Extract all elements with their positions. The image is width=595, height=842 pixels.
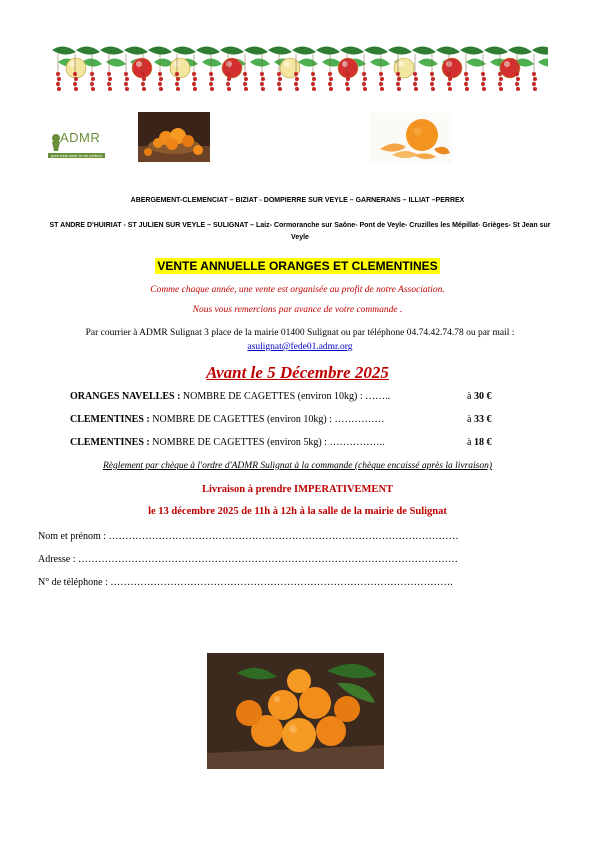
order-product: CLEMENTINES :: [70, 414, 150, 425]
order-detail: NOMBRE DE CAGETTES (environ 5kg) : ……………..: [149, 437, 385, 448]
holly-garland-image: [52, 44, 548, 92]
price-value: 18 €: [473, 437, 492, 448]
price-prefix: à: [467, 414, 474, 425]
page-title-text: VENTE ANNUELLE ORANGES ET CLEMENTINES: [157, 259, 438, 273]
order-line-oranges: [70, 391, 390, 402]
order-price-clementines-10kg: [467, 414, 491, 425]
logo-text: ADMR: [60, 130, 101, 145]
order-detail: NOMBRE DE CAGETTES (environ 10kg) : ……………: [149, 414, 385, 425]
order-price-oranges: [467, 391, 491, 402]
phone-field[interactable]: N° de téléphone : ………………………………………………………………………………………….: [38, 577, 453, 588]
order-detail: NOMBRE DE CAGETTES (environ 10kg) : ……..: [180, 391, 391, 402]
intro-line-2: Nous vous remercions par avance de votre commande .: [192, 305, 403, 315]
payment-note: Règlement par chèque à l'ordre d'ADMR Sulignat à la commande (chèque encaissé après la livraison): [102, 461, 493, 471]
order-deadline: [0, 363, 595, 383]
peeled-clementine-photo: [370, 113, 452, 164]
oranges-basket-photo: [138, 112, 210, 162]
order-product: ORANGES NAVELLES :: [70, 391, 181, 402]
price-prefix: à: [467, 391, 474, 402]
intro-line-1: Comme chaque année, une vente est organisée au profit de notre Association.: [150, 285, 445, 295]
order-line-clementines-5kg: [70, 437, 384, 448]
contact-text: Par courrier à ADMR Sulignat 3 place de la mairie 01400 Sulignat ou par téléphone 04.74.42.74.78 ou par mail :: [85, 328, 515, 338]
name-field[interactable]: Nom et prénom : ……………………………………………………………………………………………: [38, 531, 459, 542]
order-line-clementines-10kg: [70, 414, 384, 425]
email-link[interactable]: asulignat@fede01.admr.org: [247, 342, 353, 352]
order-price-clementines-5kg: [467, 437, 491, 448]
oranges-pile-photo: [207, 653, 384, 769]
delivery-line-2: le 13 décembre 2025 de 11h à 12h à la salle de la mairie de Sulignat: [148, 506, 447, 517]
logo-tagline: pour tous toute la vie partout: [48, 153, 105, 158]
delivery-line-1: Livraison à prendre IMPERATIVEMENT: [201, 484, 394, 495]
contact-block: [40, 326, 560, 354]
price-prefix: à: [467, 437, 474, 448]
order-deadline-text: Avant le 5 Décembre 2025: [206, 363, 389, 382]
price-value: 33 €: [473, 414, 492, 425]
communes-line-1: ABERGEMENT-CLEMENCIAT – BIZIAT - DOMPIERRE SUR VEYLE – GARNERANS – ILLIAT –PERREX: [130, 197, 465, 204]
price-value: 30 €: [473, 391, 492, 402]
address-field[interactable]: Adresse : ……………………………………………………………………………………………………: [38, 554, 458, 565]
page-title: [0, 257, 595, 275]
order-product: CLEMENTINES :: [70, 437, 150, 448]
communes-line-2: ST ANDRE D'HUIRIAT - ST JULIEN SUR VEYLE – SULIGNAT – Laiz- Cormoranche sur Saône- Pont de Veyle- Cruzilles les Mépillat- Grièges- St Jean sur Veyle: [49, 222, 551, 241]
